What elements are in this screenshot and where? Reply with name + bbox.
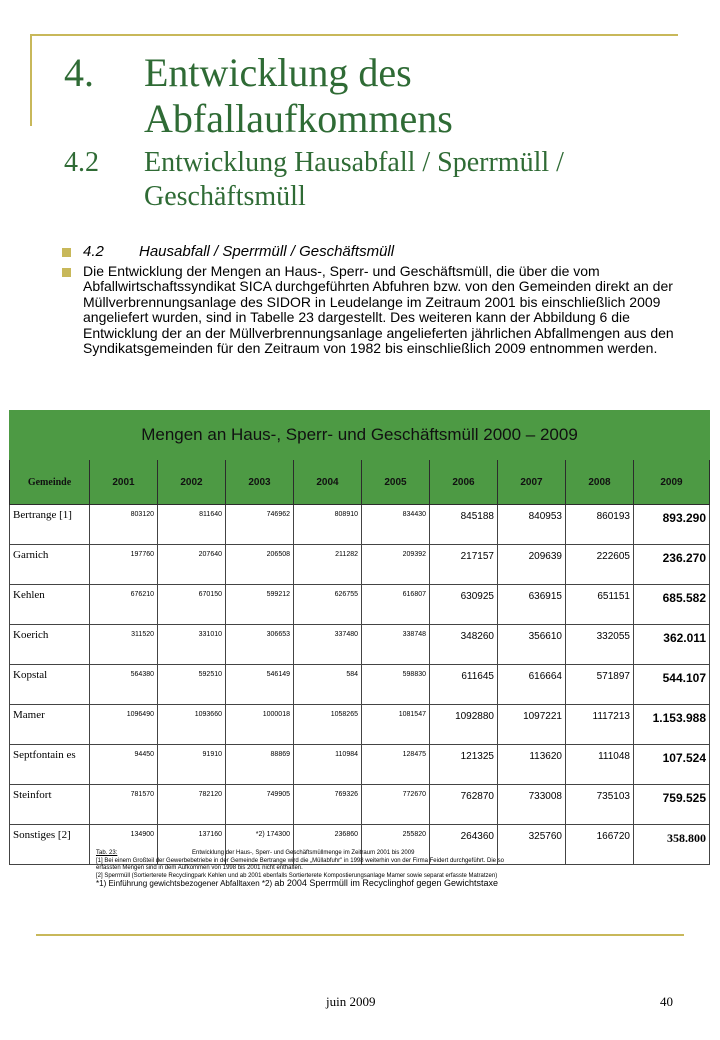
header-cell: 2003 [226,460,294,505]
value-cell: 207640 [158,545,226,585]
value-cell: 893.290 [634,505,710,545]
value-cell: 630925 [430,585,498,625]
header-cell: 2009 [634,460,710,505]
header-cell: 2002 [158,460,226,505]
value-cell: 311520 [90,625,158,665]
value-cell: 137160 [158,825,226,865]
heading-1-text-line2: Abfallaufkommens [144,96,453,141]
header-cell: 2005 [362,460,430,505]
table-notes [96,850,656,888]
bullet-item-description [62,264,682,357]
value-cell: 110984 [294,745,362,785]
value-cell: 803120 [90,505,158,545]
value-cell: 209392 [362,545,430,585]
value-cell: 840953 [498,505,566,545]
value-cell: 782120 [158,785,226,825]
value-cell: 306653 [226,625,294,665]
value-cell: 599212 [226,585,294,625]
value-cell: 611645 [430,665,498,705]
value-cell: 1058265 [294,705,362,745]
value-cell: 1081547 [362,705,430,745]
value-cell: 676210 [90,585,158,625]
value-cell: 598830 [362,665,430,705]
value-cell: 733008 [498,785,566,825]
value-cell: 91910 [158,745,226,785]
value-cell: 356610 [498,625,566,665]
value-cell: 107.524 [634,745,710,785]
municipality-cell: Bertrange [1] [10,505,90,545]
value-cell: 1117213 [566,705,634,745]
municipality-cell: Septfontain es [10,745,90,785]
page-number: 40 [660,994,673,1009]
value-cell: 331010 [158,625,226,665]
table-row [10,745,710,785]
table-row [10,625,710,665]
value-cell: 616807 [362,585,430,625]
heading-2-number: 4.2 [64,147,99,178]
heading-2-text-line1: Entwicklung Hausabfall / Sperrmüll / [144,147,564,178]
table-body [10,505,710,865]
table-row [10,785,710,825]
value-cell: 264360 [430,825,498,865]
frame-top-line [30,34,678,36]
value-cell: 197760 [90,545,158,585]
table-row [10,665,710,705]
value-cell: 1097221 [498,705,566,745]
municipality-cell: Kehlen [10,585,90,625]
subheading-number: 4.2 [83,243,104,260]
value-cell: 358.800 [634,825,710,865]
value-cell: 166720 [566,825,634,865]
value-cell: 94450 [90,745,158,785]
value-cell: 209639 [498,545,566,585]
value-cell: 134900 [90,825,158,865]
value-cell: 781570 [90,785,158,825]
value-cell: 325760 [498,825,566,865]
table-row [10,705,710,745]
value-cell: 337480 [294,625,362,665]
footnote-1: [1] Bei einem Großteil der Gewerbebetriebe in der Gemeinde Bertrange wird die „Müllabfuhr" in 1998 weiterhin von der Firma Feidert durchgeführt. Die so [96,857,504,864]
value-cell: 222605 [566,545,634,585]
heading-level-1 [64,50,684,142]
table-row [10,505,710,545]
footnote-3-large: ab 2004 Sperrmüll im Recyclinghof gegen Gewichtstaxe [274,878,498,889]
value-cell: 113620 [498,745,566,785]
header-cell: 2008 [566,460,634,505]
value-cell: 845188 [430,505,498,545]
table-header-row [10,460,710,505]
slide-title [64,50,684,214]
value-cell: 762870 [430,785,498,825]
value-cell: 564380 [90,665,158,705]
value-cell: 348260 [430,625,498,665]
footer-date: juin 2009 [326,994,376,1009]
value-cell: 1092880 [430,705,498,745]
value-cell: 811640 [158,505,226,545]
subheading-text: Hausabfall / Sperrmüll / Geschäftsmüll [139,243,395,260]
value-cell: 746962 [226,505,294,545]
value-cell: 685.582 [634,585,710,625]
header-cell: 2007 [498,460,566,505]
value-cell: 121325 [430,745,498,785]
value-cell: 88869 [226,745,294,785]
municipality-cell: Garnich [10,545,90,585]
value-cell: 808910 [294,505,362,545]
value-cell: 772670 [362,785,430,825]
header-cell: 2004 [294,460,362,505]
value-cell: 571897 [566,665,634,705]
value-cell: 759.525 [634,785,710,825]
description-text: Die Entwicklung der Mengen an Haus-, Sperr- und Geschäftsmüll, die über die vom Abfallwirtschaftssyndikat SICA durchgeführten Abfuhren bzw. von den Gemeinden direkt an der Müllverbrennungsanlage des SIDOR in Leudelange im Zeitraum 2001 bis einschließlich 2009 angeliefert wurden, sind in Tabelle 23 dargestellt. Des weiteren kann der Abbildung 6 die Entwicklung der an der Müllverbrennungsanlage angelieferten jährlichen Abfallmengen aus den Syndikatsgemeinden für den Zeitraum von 1982 bis einschließlich 2009 entnommen werden. [83,262,674,356]
value-cell: 1096490 [90,705,158,745]
waste-quantity-table [9,410,710,865]
value-cell: 749905 [226,785,294,825]
table-description: Entwicklung der Haus-, Sperr- und Geschäftsmüllmenge im Zeitraum 2001 bis 2009 [192,850,415,856]
frame-bottom-line [36,934,684,936]
bullet-item-subheading [62,244,682,260]
table-row [10,585,710,625]
value-cell: 338748 [362,625,430,665]
bullet-square-icon [62,268,71,277]
value-cell: 236860 [294,825,362,865]
value-cell: 217157 [430,545,498,585]
table-caption: Mengen an Haus-, Sperr- und Geschäftsmüll 2000 – 2009 [10,411,710,460]
value-cell: 584 [294,665,362,705]
value-cell: 834430 [362,505,430,545]
value-cell: 592510 [158,665,226,705]
value-cell: 206508 [226,545,294,585]
value-cell: *2) 174300 [226,825,294,865]
municipality-cell: Sonstiges [2] [10,825,90,865]
value-cell: 735103 [566,785,634,825]
value-cell: 546149 [226,665,294,705]
value-cell: 362.011 [634,625,710,665]
municipality-cell: Kopstal [10,665,90,705]
footnote-3-small: *1) Einführung gewichtsbezogener Abfalltaxen *2) [96,879,273,889]
bullet-square-icon [62,248,71,257]
value-cell: 616664 [498,665,566,705]
municipality-cell: Koerich [10,625,90,665]
header-cell: 2006 [430,460,498,505]
value-cell: 651151 [566,585,634,625]
value-cell: 236.270 [634,545,710,585]
heading-2-text-line2: Geschäftsmüll [144,181,306,212]
value-cell: 255820 [362,825,430,865]
value-cell: 636915 [498,585,566,625]
value-cell: 1000018 [226,705,294,745]
value-cell: 626755 [294,585,362,625]
value-cell: 111048 [566,745,634,785]
value-cell: 1.153.988 [634,705,710,745]
header-cell: Gemeinde [10,460,90,505]
value-cell: 544.107 [634,665,710,705]
table-label: Tab. 23: [96,850,118,856]
value-cell: 211282 [294,545,362,585]
heading-level-2 [64,146,684,214]
heading-1-number: 4. [64,50,94,95]
value-cell: 128475 [362,745,430,785]
table-row [10,545,710,585]
value-cell: 332055 [566,625,634,665]
header-cell: 2001 [90,460,158,505]
municipality-cell: Steinfort [10,785,90,825]
footnote-2: [2] Sperrmüll (Sortierterete Recyclingpark Kehlen und ab 2001 ebenfalls Sortierterete Kompostierungsanlage Mamer sowie separat erfasste Matratzen) [96,872,498,879]
value-cell: 769326 [294,785,362,825]
municipality-cell: Mamer [10,705,90,745]
heading-1-text-line1: Entwicklung des [144,50,412,95]
bullet-list [62,244,682,361]
value-cell: 860193 [566,505,634,545]
frame-left-line [30,34,32,126]
footnote-1-cont: erfassten Mengen sind in dem Aufkommen von 1998 bis 2001 nicht enthalten. [96,865,303,872]
value-cell: 670150 [158,585,226,625]
value-cell: 1093660 [158,705,226,745]
